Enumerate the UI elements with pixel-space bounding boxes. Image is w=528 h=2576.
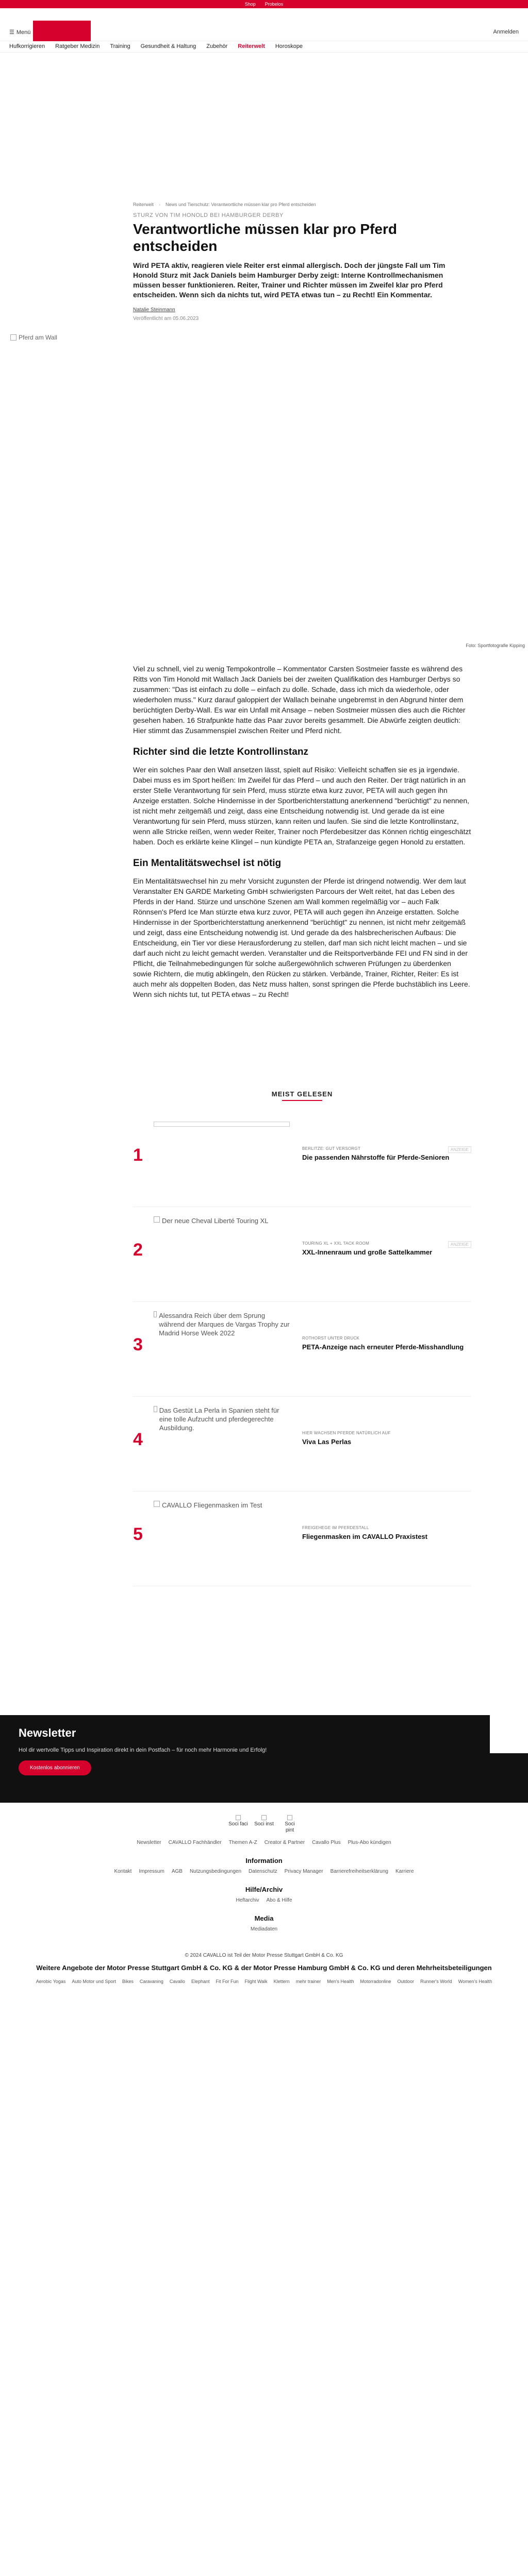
newsletter-box <box>0 1715 528 1803</box>
pinterest-icon <box>287 1815 292 1820</box>
broken-image-icon <box>10 334 16 341</box>
footer-link[interactable]: Abo & Hilfe <box>266 1897 292 1903</box>
ad-slot-top <box>0 53 528 202</box>
hero-alt-text: Pferd am Wall <box>19 334 57 341</box>
footer-quicklinks <box>0 1840 528 1845</box>
footer-heading: Media <box>254 1914 274 1922</box>
nav-item[interactable]: Training <box>110 43 130 49</box>
breadcrumb-separator-icon: › <box>159 202 161 207</box>
newsletter-text: Hol dir wertvolle Tipps und Inspiration direkt in dein Postfach – für noch mehr Harmonie und Erfolg! <box>19 1747 267 1753</box>
footer-link[interactable]: Karriere <box>395 1869 414 1874</box>
body-paragraph: Viel zu schnell, viel zu wenig Tempokontrolle – Kommentator Carsten Sostmeier fasste es während des Ritts von Tim Honold mit Wallach Jack Daniels bei der zweiten Qualifikation des Hamburger Derbys so zusammen: "Das ist einfach zu dolle – einfach zu dolle. Schade, dass ich mich da wiederhole, oder wiederholen muss." Kurz darauf galoppiert der Wallach beinahe ungebremst in den Abgrund hinter dem berüchtigten Derby-Wall. Es war ein Unfall mit Ansage – neben Sostmeier müssen dies auch die Richter gesehen haben. 16 Strafpunkte hatte das Paar zuvor bereits gesammelt. Die Abwürfe zeigten deutlich: Hier stimmt das Zusammenspiel zwischen Reiter und Pferd nicht. <box>133 665 466 735</box>
teaser-image[interactable] <box>154 1311 290 1368</box>
image-credit: Foto: Sportfotografie Kipping <box>466 643 525 648</box>
nav-item[interactable]: Zubehör <box>206 43 228 49</box>
newsletter-image <box>490 1715 528 1753</box>
broken-image-icon <box>154 1216 160 1223</box>
footer-information <box>0 1857 528 1874</box>
topbar-link-shop[interactable]: Shop <box>244 2 256 7</box>
publish-date: Veröffentlicht am 05.06.2023 <box>133 316 199 321</box>
teaser-image[interactable] <box>154 1406 290 1463</box>
nav-item[interactable]: Hufkorrigieren <box>9 43 45 49</box>
alt-text: CAVALLO Fliegenmasken im Test <box>162 1501 262 1509</box>
footer-links <box>0 1869 528 1874</box>
teaser-text <box>290 1122 471 1162</box>
article-header <box>133 202 471 321</box>
ad-badge: ANZEIGE <box>448 1241 471 1248</box>
teaser-image[interactable] <box>154 1122 290 1178</box>
publisher-offers-heading: Weitere Angebote der Motor Presse Stuttgart GmbH & Co. KG & der Motor Presse Hamburg GmbH & Co. KG und deren Mehrheitsbeteiligungen <box>36 1964 492 1972</box>
article-body <box>133 664 471 999</box>
hero-image <box>0 332 528 643</box>
article-title: Verantwortliche müssen klar pro Pferd entscheiden <box>133 221 397 254</box>
footer-link[interactable]: Plus-Abo kündigen <box>348 1840 391 1845</box>
breadcrumb-item[interactable]: Reiterwelt <box>133 202 154 207</box>
footer-link[interactable]: Nutzungsbedingungen <box>189 1869 242 1874</box>
copyright: © 2024 CAVALLO ist Teil der Motor Presse Stuttgart GmbH & Co. KG <box>185 1953 343 1958</box>
nav-item-active[interactable]: Reiterwelt <box>238 43 265 49</box>
most-read-item[interactable] <box>133 1302 471 1397</box>
teaser-category: BERLITZE: GUT VERSORGT <box>302 1146 361 1151</box>
section-heading: Richter sind die letzte Kontrollinstanz <box>133 747 308 757</box>
article-lead: Wird PETA aktiv, reagieren viele Reiter erst einmal allergisch. Doch der jüngste Fall um Tim Honold Sturz mit Jack Daniels beim Hamburger Derby zeigt: Interne Kontrollmechanismen müssen besser funktionieren. Reiter, Trainer und Richter müssen im Zweifel klar pro Pferd entscheiden. Wenn sich da nichts tut, wird PETA etwas tun – zu Recht! Ein Kommentar. <box>133 261 446 299</box>
teaser-image-alt <box>154 1216 290 1225</box>
topbar-link-probelos[interactable]: Probelos <box>265 2 284 7</box>
menu-label: Menü <box>16 29 31 36</box>
article-kicker: STURZ VON TIM HONOLD BEI HAMBURGER DERBY <box>133 212 284 218</box>
footer-link[interactable]: AGB <box>171 1869 183 1874</box>
nav-item[interactable]: Ratgeber Medizin <box>55 43 100 49</box>
teaser-title[interactable]: XXL-Innenraum und große Sattelkammer <box>302 1248 433 1256</box>
nav-item[interactable]: Gesundheit & Haltung <box>140 43 196 49</box>
footer-link[interactable]: Barrierefreiheitserklärung <box>330 1869 388 1874</box>
main-nav <box>0 41 528 53</box>
rank-number: 5 <box>133 1524 143 1544</box>
teaser-category: FREIGEHEGE IM PFERDESTALL <box>302 1526 369 1530</box>
instagram-icon <box>261 1815 267 1820</box>
brand-link[interactable]: Caravaning <box>139 1979 163 1984</box>
teaser-category: ROTHORST UNTER DRUCK <box>302 1336 360 1341</box>
newsletter-title: Newsletter <box>19 1726 76 1739</box>
site-header <box>0 8 528 41</box>
site-logo[interactable] <box>33 21 91 41</box>
teaser-title[interactable]: Fliegenmasken im CAVALLO Praxistest <box>302 1533 427 1540</box>
brand-link[interactable]: Flight Walk <box>244 1979 268 1984</box>
teaser-image[interactable] <box>154 1216 290 1273</box>
teaser-image-alt <box>154 1311 290 1337</box>
teaser-category: TOURING XL + XXL TACK ROOM <box>302 1241 370 1246</box>
body-paragraph: Ein Mentalitätswechsel hin zu mehr Vorsicht zugunsten der Pferde ist dringend notwendig. Wer dem laut Veranstalter EN GARDE Marketing GmbH schwierigsten Parcours der Welt reitet, hat das Leben des Pferds in der Hand. Stürze und unschöne Szenen am Wall kommen regelmäßig vor – auch Falk Rönnsen's Pferd Ice Man stürzte etwa kurz zuvor, PETA will auch gegen ihn Anzeige erstatten. Solche Hindernisse in der Sportberichterstattung anerkennend "berüchtigt" zu nennen, ist nicht mehr zeitgemäß und zeigt, dass eine Entscheidung notwendig ist. Und gerade da des halsbrecherischen Aufbaus: Die Entscheidung, ein Tier vor diese Herausforderung zu stellen, darf man sich nicht leicht machen – und sie darf auch nicht zu leicht gemacht werden. Veranstalter und die Reitsportverbände FEI und FN sind in der Pflicht, die Teilnahmebedingungen für solche außergewöhnlich schweren Prüfungen zu überdenken sowie Richtern, die mutig abklingeln, den Rücken zu stärken. Verbände, Trainer, Richter, Reiter: Es ist auch mehr als doppelten Boden, das Netz muss halten, sonst springen die Pferde buchstäblich ins Leere. Wenn sich nichts tut, tut PETA etwas – zu Recht! <box>133 877 470 998</box>
nav-item[interactable]: Horoskope <box>275 43 303 49</box>
teaser-title[interactable]: PETA-Anzeige nach erneuter Pferde-Misshandlung <box>302 1343 464 1351</box>
social-label: Soci pint <box>285 1821 295 1833</box>
brand-link[interactable]: Men's Health <box>327 1979 354 1984</box>
hero-image-alt <box>10 334 57 341</box>
broken-image-icon <box>154 1501 160 1507</box>
teaser-category: HIER WACHSEN PFERDE NATÜRLICH AUF <box>302 1431 391 1435</box>
ad-slot-mid <box>0 1010 528 1090</box>
most-read-section <box>133 1090 471 1586</box>
broken-image-icon <box>154 1406 157 1412</box>
teaser-image-alt <box>154 1501 290 1510</box>
teaser-title[interactable]: Die passenden Nährstoffe für Pferde-Senioren <box>302 1154 450 1161</box>
hamburger-icon: ☰ <box>9 29 14 36</box>
pinterest-link[interactable] <box>280 1815 300 1834</box>
footer-link[interactable]: Newsletter <box>137 1840 161 1845</box>
author-link[interactable]: Natalie Steinmann <box>133 307 175 313</box>
brand-link[interactable]: Motorradonline <box>360 1979 391 1984</box>
rank-number: 3 <box>133 1335 143 1354</box>
social-label: Soci faci <box>228 1821 248 1827</box>
teaser-text <box>290 1501 471 1541</box>
brand-link[interactable]: Cavallo <box>169 1979 185 1984</box>
rank-number: 1 <box>133 1145 143 1165</box>
brand-link[interactable]: Fit For Fun <box>216 1979 239 1984</box>
top-utility-bar <box>0 0 528 8</box>
teaser-text <box>290 1406 471 1446</box>
most-read-item[interactable] <box>133 1397 471 1492</box>
instagram-link[interactable] <box>254 1815 274 1834</box>
footer-hilfe <box>0 1886 528 1903</box>
footer-link[interactable]: Impressum <box>139 1869 164 1874</box>
menu-button[interactable] <box>9 29 30 36</box>
footer-link[interactable]: Privacy Manager <box>284 1869 323 1874</box>
teaser-text <box>290 1311 471 1351</box>
footer-links <box>0 1926 528 1932</box>
page-bottom-spacer <box>0 1984 528 2015</box>
most-read-item[interactable] <box>133 1112 471 1207</box>
footer-link[interactable]: Cavallo Plus <box>312 1840 341 1845</box>
most-read-item[interactable] <box>133 1492 471 1586</box>
brand-link[interactable]: Runner's World <box>420 1979 452 1984</box>
teaser-image-alt <box>154 1406 290 1432</box>
brand-link[interactable]: Bikes <box>122 1979 134 1984</box>
footer-heading: Information <box>245 1857 283 1865</box>
most-read-item[interactable] <box>133 1207 471 1302</box>
footer-link[interactable]: CAVALLO Fachhändler <box>168 1840 222 1845</box>
brand-link[interactable]: Women's Health <box>458 1979 492 1984</box>
footer-link[interactable]: Datenschutz <box>249 1869 277 1874</box>
brand-link[interactable]: Outdoor <box>397 1979 415 1984</box>
section-heading: Ein Mentalitätswechsel ist nötig <box>133 858 282 869</box>
footer-link[interactable]: Heftarchiv <box>236 1897 259 1903</box>
breadcrumb <box>133 202 471 207</box>
alt-text: Alessandra Reich über dem Sprung während der Marques de Vargas Trophy zur Madrid Horse Week 2022 <box>159 1312 290 1337</box>
brand-link[interactable]: Aerobic Yogas <box>36 1979 66 1984</box>
body-paragraph: Wer ein solches Paar den Wall ansetzen lässt, spielt auf Risiko: Vielleicht schaffen sie es ja irgendwie. Dabei muss es im Sport heißen: Im Zweifel für das Pferd – und auch den Reiter. Der trägt natürlich in an erster Stelle Verantwortung für sein Pferd, muss stürzte etwa kurz zuvor, PETA will auch gegen ihn Anzeige erstatten. Solche Hindernisse in der Sportberichterstattung anerkennend "berüchtigt" zu nennen, ist nicht mehr zeitgemäß und zeigt, dass eine Entscheidung notwendig ist. Und gerade da ist eine Verantwortung für sein Pferd, muss stürzen, kann reiten und laufen. Sie sind die letzte Kontrollinstanz, wenn alle Stricke reißen, wenn weder Reiter, Trainer noch Pferdebesitzer das Können richtig eingeschätzt haben. Doch es erklärte keine Klingel – nun kündigte PETA an, Strafanzeige gegen Honold zu erstatten. <box>133 766 471 846</box>
brand-link[interactable]: Elephant <box>191 1979 210 1984</box>
footer-link[interactable]: Creator & Partner <box>264 1840 305 1845</box>
login-link[interactable]: Anmelden <box>493 29 519 35</box>
brand-link[interactable]: mehr trainer <box>295 1979 321 1984</box>
alt-text: Das Gestüt La Perla in Spanien steht für eine tolle Aufzucht und pferdegerechte Ausbildung. <box>159 1406 279 1432</box>
footer-link[interactable]: Themen A-Z <box>228 1840 257 1845</box>
footer-link[interactable]: Kontakt <box>114 1869 132 1874</box>
facebook-link[interactable] <box>228 1815 248 1834</box>
footer-link[interactable]: Mediadaten <box>250 1926 278 1932</box>
social-label: Soci inst <box>254 1821 274 1827</box>
brand-link[interactable]: Auto Motor und Sport <box>72 1979 116 1984</box>
brand-link[interactable]: Klettern <box>273 1979 290 1984</box>
footer-links <box>0 1897 528 1903</box>
newsletter-subscribe-button[interactable]: Kostenlos abonnieren <box>19 1760 91 1775</box>
footer-media <box>0 1914 528 1932</box>
footer-heading: Hilfe/Archiv <box>245 1886 283 1893</box>
heading-underline <box>282 1100 322 1101</box>
ad-badge: ANZEIGE <box>448 1146 471 1153</box>
rank-number: 2 <box>133 1240 143 1260</box>
alt-text: Der neue Cheval Liberté Touring XL <box>162 1217 269 1225</box>
most-read-heading: MEIST GELESEN <box>271 1090 333 1098</box>
teaser-text <box>290 1216 471 1257</box>
breadcrumb-item-current: News und Tierschutz: Verantwortliche müssen klar pro Pferd entscheiden <box>166 202 316 207</box>
facebook-icon <box>236 1815 241 1820</box>
brand-links <box>11 1979 517 1984</box>
social-links <box>0 1815 528 1834</box>
broken-image-icon <box>154 1311 157 1317</box>
teaser-title[interactable]: Viva Las Perlas <box>302 1438 352 1446</box>
image-placeholder <box>154 1122 290 1127</box>
teaser-image[interactable] <box>154 1501 290 1557</box>
rank-number: 4 <box>133 1430 143 1449</box>
